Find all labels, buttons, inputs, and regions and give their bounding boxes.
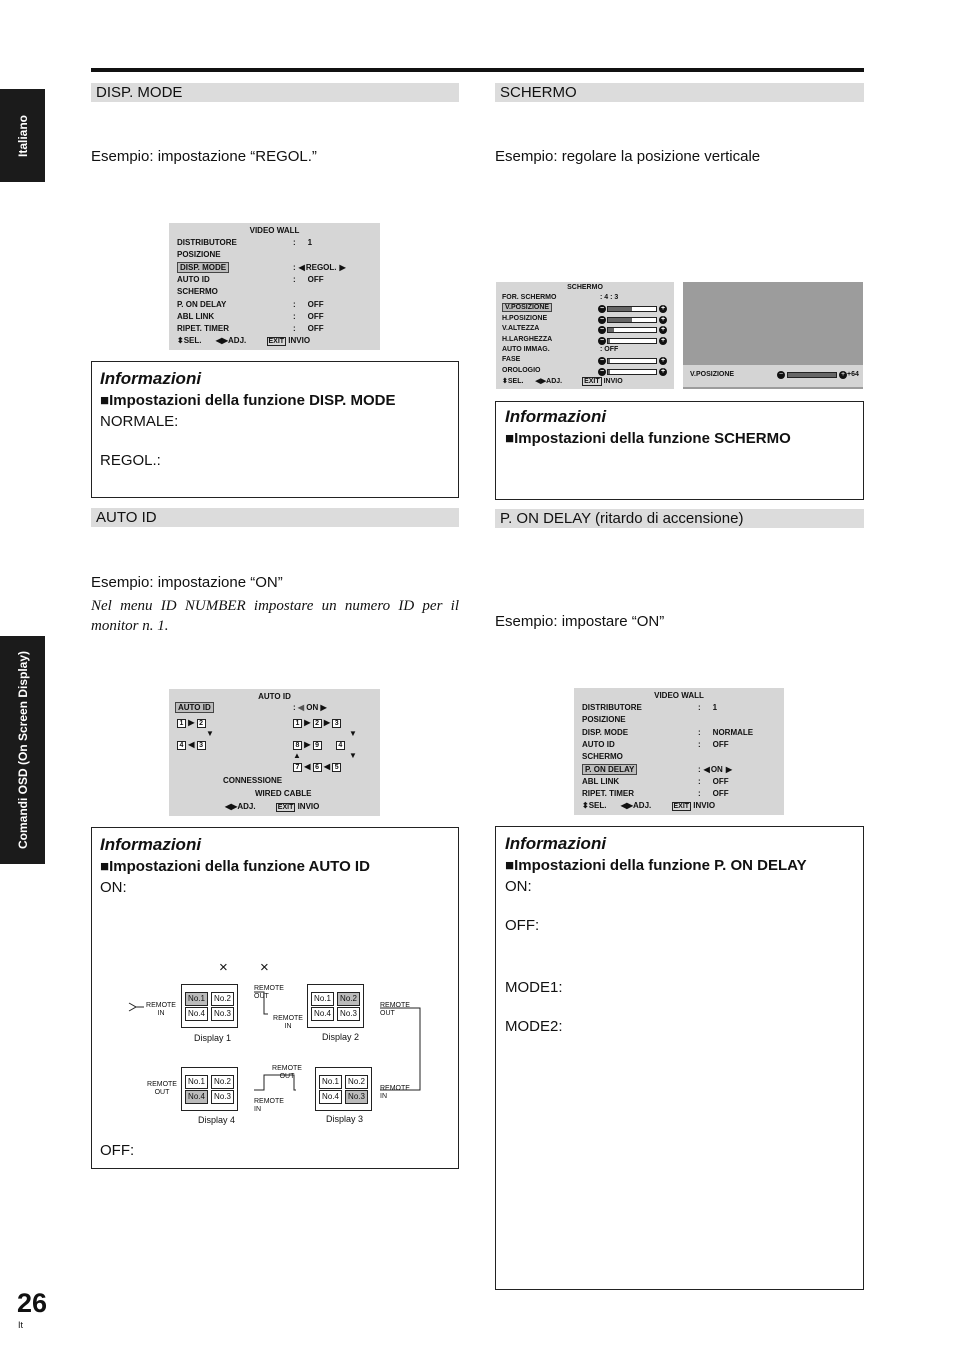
- num-box: 3: [332, 719, 341, 728]
- osd-footer: [502, 377, 623, 385]
- footer-invio: INVIO: [693, 801, 716, 810]
- osd-row-label-text: SCHERMO: [177, 287, 218, 297]
- osd-row-value: [698, 703, 717, 712]
- osd-row-label-text: AUTO ID: [582, 739, 615, 749]
- info-subtitle: ■ Impostazioni della funzione AUTO ID: [100, 858, 370, 875]
- osd-row-label: [177, 312, 214, 321]
- osd-connection-value: WIRED CABLE: [255, 789, 312, 798]
- osd-row-label-text: POSIZIONE: [177, 250, 221, 260]
- osd-row-value-text: OFF: [712, 789, 729, 799]
- osd-row-label: [582, 728, 628, 737]
- osd-auto-id-label: AUTO ID: [175, 702, 214, 713]
- osd-row-value-text: OFF: [307, 274, 324, 284]
- osd-row-value: [698, 765, 732, 774]
- info-box-auto-id: [91, 827, 459, 1169]
- info-title: Informazioni: [100, 369, 202, 388]
- plus-icon: +: [840, 371, 846, 378]
- osd-row-label: [177, 287, 218, 296]
- osd-row-sep: :: [698, 789, 701, 799]
- level-bar: [607, 358, 657, 364]
- osd-row-label-text: DISTRIBUTORE: [582, 703, 642, 712]
- num-box: 2: [197, 719, 206, 728]
- osd-row-label-text: POSIZIONE: [582, 715, 626, 725]
- info-regol: REGOL.:: [100, 452, 161, 469]
- info-off: OFF:: [505, 917, 540, 934]
- level-bar: [607, 327, 657, 333]
- footer-exit: EXIT: [268, 338, 285, 345]
- osd-row-label-text: V.ALTEZZA: [502, 325, 540, 333]
- osd-row-label-text: P. ON DELAY: [177, 299, 227, 309]
- cell-no1: No.1: [311, 992, 334, 1006]
- remote-in-label: REMOTE IN: [380, 1085, 410, 1100]
- minus-icon: −: [599, 336, 605, 344]
- osd-title: VIDEO WALL: [249, 226, 300, 235]
- cell-no4: No.4: [185, 1090, 208, 1104]
- right-arrow-icon: ▶: [339, 262, 346, 272]
- minus-icon: −: [778, 371, 784, 378]
- osd-row-label-text: OROLOGIO: [502, 366, 541, 374]
- num-box: 1: [177, 719, 186, 728]
- osd-row-label: [502, 336, 552, 343]
- footer-exit: EXIT: [277, 804, 294, 811]
- osd-row-label-text: ABL LINK: [177, 311, 215, 321]
- section-tab: [0, 636, 45, 864]
- osd-row-value: [293, 275, 324, 284]
- osd-row-label: [582, 765, 637, 774]
- screen-adjust-bar: [683, 365, 863, 387]
- osd-row-label: [502, 294, 556, 301]
- cell-no1: No.1: [319, 1075, 342, 1089]
- osd-row-label-text: RIPET. TIMER: [582, 789, 635, 799]
- osd-row-label-text: DISP. MODE: [177, 262, 229, 273]
- osd-row-label: [582, 740, 615, 749]
- info-box-disp-mode: [91, 361, 459, 498]
- cell-no1: No.1: [185, 1075, 208, 1089]
- footer-invio: INVIO: [288, 336, 311, 345]
- p-on-delay-heading: P. ON DELAY (ritardo di accensione): [495, 509, 864, 528]
- section-tab-label: Comandi OSD (On Screen Display): [15, 650, 30, 850]
- screen-preview: [683, 282, 863, 389]
- footer-sel: SEL.: [507, 378, 524, 385]
- osd-row-value: [698, 728, 753, 737]
- footer-exit: EXIT: [584, 378, 600, 385]
- osd-row-label-text: FOR. SCHERMO: [502, 294, 557, 301]
- screen-level-bar: [787, 372, 837, 378]
- osd-row-value: [698, 789, 729, 798]
- screen-label: V.POSIZIONE: [690, 371, 735, 378]
- schermo-example: Esempio: regolare la posizione verticale: [495, 148, 761, 165]
- left-arrow-icon: ◀: [298, 262, 305, 272]
- osd-row-sep: :: [698, 703, 701, 712]
- osd-auto-id-value: ON: [306, 703, 319, 712]
- osd-video-wall-pondelay: [574, 688, 784, 815]
- right-arrow-icon: ▶: [320, 703, 327, 712]
- osd-footer: [225, 802, 319, 811]
- osd-row-label: [177, 324, 229, 333]
- osd-row-label-text: H.POSIZIONE: [502, 314, 548, 322]
- left-arrow-icon: ◀: [297, 703, 305, 712]
- info-title: Informazioni: [100, 835, 202, 854]
- language-tab-label: Italiano: [15, 114, 30, 157]
- osd-row-sep: :: [293, 311, 296, 321]
- osd-row-value-text: OFF: [307, 311, 324, 321]
- level-bar: [607, 317, 657, 323]
- osd-row-value-text: 1: [712, 703, 718, 712]
- schermo-heading: SCHERMO: [495, 83, 864, 102]
- info-subtitle: ■ Impostazioni della funzione DISP. MODE: [100, 392, 395, 409]
- up-arrow-icon: ▲: [293, 751, 301, 760]
- minus-icon: −: [599, 367, 605, 375]
- info-title: Informazioni: [505, 407, 607, 426]
- leftright-icon: ◀▶: [225, 802, 238, 811]
- info-box-p-on-delay: [495, 826, 864, 1290]
- num-box: 9: [313, 741, 322, 750]
- footer-exit: EXIT: [673, 803, 690, 810]
- osd-row-label: [582, 703, 642, 712]
- info-normale: NORMALE:: [100, 413, 179, 430]
- minus-icon: −: [599, 305, 605, 313]
- osd-row-sep: :: [698, 776, 701, 786]
- osd-row-label: [177, 250, 221, 259]
- cell-no3: No.3: [337, 1007, 360, 1021]
- num-box: 6: [313, 763, 322, 772]
- osd-row-sep: :: [293, 299, 296, 309]
- minus-icon: −: [599, 326, 605, 334]
- times-sign: ×: [219, 959, 228, 976]
- footer-invio: INVIO: [603, 378, 623, 385]
- osd-row-value-text: OFF: [712, 739, 729, 749]
- plus-icon: +: [660, 357, 666, 365]
- osd-row-value: [293, 300, 324, 309]
- cell-no1: No.1: [185, 992, 208, 1006]
- osd-row-value: [698, 740, 729, 749]
- osd-row-label-text: P. ON DELAY: [582, 764, 637, 775]
- cell-no2: No.2: [337, 992, 360, 1006]
- osd-footer: [177, 336, 310, 345]
- osd-row-label: [502, 315, 547, 322]
- cell-no3: No.3: [211, 1090, 234, 1104]
- num-box: 1: [293, 719, 302, 728]
- osd-row-label: [582, 789, 634, 798]
- osd-row-label-text: AUTO ID: [177, 274, 210, 284]
- info-off: OFF:: [100, 1142, 135, 1159]
- osd-row-label-text: H.LARGHEZZA: [502, 335, 553, 343]
- osd-row-label: [582, 752, 623, 761]
- footer-adj: ADJ.: [237, 802, 256, 811]
- num-box: 8: [293, 741, 302, 750]
- osd-row-label: [502, 356, 520, 363]
- display-unit: [315, 1067, 372, 1111]
- display-label: Display 2: [322, 1032, 360, 1042]
- osd-row-label: [177, 300, 226, 309]
- info-on: ON:: [505, 878, 532, 895]
- osd-row-value: : OFF: [600, 346, 619, 353]
- osd-row-label: [502, 325, 539, 332]
- cell-no4: No.4: [319, 1090, 342, 1104]
- left-arrow-icon: ◀: [703, 764, 710, 774]
- cell-no4: No.4: [185, 1007, 208, 1021]
- cell-no3: No.3: [345, 1090, 368, 1104]
- remote-in-label: REMOTE IN: [273, 1015, 303, 1030]
- display-label: Display 3: [326, 1114, 364, 1124]
- num-box: 7: [293, 763, 302, 772]
- osd-row-label-text: AUTO IMMAG.: [502, 346, 550, 353]
- top-rule: [91, 68, 864, 72]
- osd-row-value-text: REGOL.: [305, 262, 337, 272]
- minus-icon: −: [599, 357, 605, 365]
- num-box: 4: [336, 741, 345, 750]
- footer-sel: SEL.: [588, 801, 607, 810]
- info-box-schermo: [495, 401, 864, 500]
- plus-icon: +: [660, 305, 666, 313]
- osd-row-value: [293, 324, 324, 333]
- remote-in-label: REMOTE IN: [254, 1098, 284, 1113]
- plus-icon: +: [660, 315, 666, 323]
- remote-out-label: REMOTE OUT: [147, 1081, 177, 1096]
- footer-adj: ADJ.: [546, 378, 563, 385]
- times-sign: ×: [260, 959, 269, 976]
- osd-row-sep: :: [698, 764, 701, 774]
- disp-mode-example: Esempio: impostazione “REGOL.”: [91, 148, 317, 165]
- page-lang-code: It: [18, 1320, 24, 1330]
- osd-title: VIDEO WALL: [654, 691, 704, 700]
- plus-icon: +: [660, 367, 666, 375]
- updown-icon: ⬍: [582, 801, 589, 810]
- display-label: Display 4: [198, 1115, 236, 1125]
- osd-title: SCHERMO: [567, 284, 603, 291]
- osd-row-value-text: NORMALE: [712, 727, 754, 737]
- language-tab: [0, 89, 45, 182]
- footer-adj: ADJ.: [633, 801, 652, 810]
- plus-icon: +: [660, 326, 666, 334]
- osd-row-value: [698, 777, 729, 786]
- osd-row-value-text: 1: [307, 238, 313, 247]
- osd-row-label: [502, 367, 541, 374]
- leftright-icon: ◀▶: [535, 378, 547, 385]
- osd-row-sep: :: [293, 324, 296, 334]
- minus-icon: −: [599, 315, 605, 323]
- input-connector-icon: [129, 1003, 136, 1011]
- display-unit: [307, 984, 364, 1028]
- level-bar: [607, 306, 657, 312]
- disp-mode-heading: DISP. MODE: [91, 83, 459, 102]
- num-box: 3: [197, 741, 206, 750]
- footer-adj: ADJ.: [228, 336, 247, 345]
- osd-row-value: [293, 312, 324, 321]
- osd-row-value-text: OFF: [307, 324, 324, 334]
- down-arrow-icon: ▼: [349, 729, 357, 738]
- osd-row-value-text: OFF: [307, 299, 324, 309]
- osd-row-label: [502, 304, 552, 311]
- footer-sel: SEL.: [183, 336, 202, 345]
- remote-out-label: REMOTE OUT: [272, 1065, 302, 1080]
- osd-row-value: [293, 238, 312, 247]
- osd-row-sep: :: [698, 727, 701, 737]
- osd-row-sep: :: [293, 262, 296, 272]
- num-box: 2: [313, 719, 322, 728]
- down-arrow-icon: ▼: [206, 729, 214, 738]
- leftright-icon: ◀▶: [620, 801, 634, 810]
- updown-icon: ⬍: [502, 378, 508, 385]
- down-arrow-icon: ▼: [349, 751, 357, 760]
- osd-row-value-text: OFF: [712, 776, 729, 786]
- osd-row-label: [177, 275, 210, 284]
- osd-schermo: [496, 282, 674, 389]
- osd-footer: [582, 801, 715, 810]
- remote-out-label: REMOTE OUT: [380, 1002, 410, 1017]
- info-subtitle: ■ Impostazioni della funzione P. ON DELAY: [505, 857, 807, 874]
- osd-title: AUTO ID: [258, 692, 291, 701]
- info-subtitle: ■ Impostazioni della funzione SCHERMO: [505, 430, 791, 447]
- osd-row-sep: :: [698, 739, 701, 749]
- updown-icon: ⬍: [177, 336, 184, 345]
- auto-id-note: Nel menu ID NUMBER impostare un numero ID per il monitor n. 1.: [91, 598, 459, 634]
- plus-icon: +: [660, 336, 666, 344]
- num-box: 5: [332, 763, 341, 772]
- cell-no4: No.4: [311, 1007, 334, 1021]
- osd-row-sep: :: [293, 238, 296, 247]
- page-number: 26: [17, 1288, 48, 1318]
- osd-row-sep: :: [293, 274, 296, 284]
- osd-row-label-text: V.POSIZIONE: [502, 303, 552, 312]
- osd-auto-id: AUTO ID AUTO ID : ◀ ON ▶ 1 ▶ 2 ▼ 4 ◀ 3 1 ▶ 2 ▶ 3 ▼ 8 ▶ 9 4 ▲ ▼ 7 ◀ 6 ◀ 5 CONNESSIONE WIRED CABLE ◀▶ADJ. EXIT INVIO: [169, 689, 380, 816]
- auto-id-heading: AUTO ID: [91, 508, 459, 527]
- osd-row-label: [582, 715, 626, 724]
- cell-no2: No.2: [211, 992, 234, 1006]
- osd-connection-label: CONNESSIONE: [223, 776, 283, 785]
- remote-in-label: REMOTE IN: [146, 1002, 176, 1017]
- num-box: 4: [177, 741, 186, 750]
- screen-value: +64: [847, 371, 859, 378]
- display-label: Display 1: [194, 1033, 232, 1043]
- osd-row-label: [177, 238, 237, 247]
- level-bar: [607, 338, 657, 344]
- footer-invio: INVIO: [297, 802, 320, 811]
- cell-no3: No.3: [211, 1007, 234, 1021]
- osd-video-wall-regol: [169, 223, 380, 350]
- info-mode1: MODE1:: [505, 979, 563, 996]
- osd-row-value: [293, 263, 346, 272]
- level-bar: [607, 369, 657, 375]
- osd-row-label: [502, 346, 550, 353]
- display-unit: [181, 984, 238, 1028]
- cell-no2: No.2: [211, 1075, 234, 1089]
- osd-row-label-text: ABL LINK: [582, 776, 620, 786]
- p-on-delay-example: Esempio: impostare “ON”: [495, 613, 665, 630]
- right-arrow-icon: ▶: [725, 764, 732, 774]
- osd-row-label-text: DISP. MODE: [582, 727, 629, 737]
- osd-sep: :: [293, 703, 296, 712]
- remote-out-label: REMOTE OUT: [254, 985, 284, 1000]
- info-on: ON:: [100, 879, 127, 896]
- auto-id-example: Esempio: impostazione “ON”: [91, 574, 283, 591]
- osd-row-label-text: FASE: [502, 356, 521, 364]
- leftright-icon: ◀▶: [215, 336, 229, 345]
- osd-row-value-text: ON: [710, 764, 723, 774]
- cell-no2: No.2: [345, 1075, 368, 1089]
- osd-row-label-text: RIPET. TIMER: [177, 324, 230, 334]
- osd-row-label-text: DISTRIBUTORE: [177, 238, 237, 247]
- osd-row-label-text: SCHERMO: [582, 752, 623, 762]
- osd-row-label: [177, 263, 229, 272]
- osd-row-value: : 4 : 3: [600, 294, 619, 301]
- info-mode2: MODE2:: [505, 1018, 563, 1035]
- display-unit: [181, 1067, 238, 1111]
- info-title: Informazioni: [505, 834, 607, 853]
- osd-row-label: [582, 777, 619, 786]
